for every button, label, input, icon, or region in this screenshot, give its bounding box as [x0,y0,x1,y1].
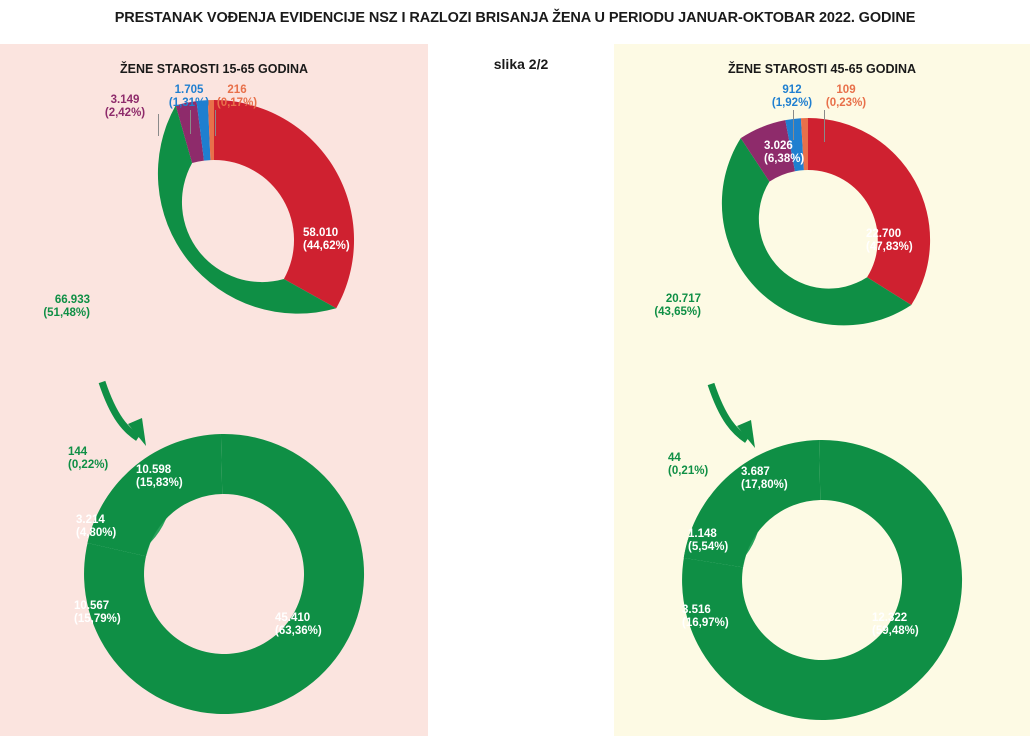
donut-right-bottom [676,434,968,726]
leader-line-left-blue [190,110,191,134]
label-right-top-red: 22.700 (47,83%) [866,228,913,253]
label-right-top-blue: 912 (1,92%) [771,84,813,109]
donut-left-bottom [78,428,370,720]
label-left-top-orange: 216 (0,17%) [216,84,258,109]
chart-right-bottom [676,434,968,726]
panel-left-title: ŽENE STAROSTI 15-65 GODINA [120,62,308,76]
leader-line-right-orange [824,110,825,142]
label-left-bottom-5: 144 (0,22%) [68,446,109,471]
label-right-top-green: 20.717 (43,65%) [654,293,701,318]
label-right-bottom-4: 3.516 (16,97%) [682,604,729,629]
leader-line-left-orange [215,110,216,136]
leader-line-left-purple [158,114,159,136]
leader-line-right-blue [793,110,794,140]
label-left-top-green: 66.933 (51,48%) [43,294,90,319]
label-right-bottom-2: 3.687 (17,80%) [741,466,788,491]
chart-left-bottom [78,428,370,720]
label-right-bottom-5: 44 (0,21%) [668,452,709,477]
label-right-bottom-3: 1.148 (5,54%) [688,528,729,553]
label-left-top-blue: 1.705 (1,31%) [168,84,210,109]
label-left-bottom-main: 45.410 (63,36%) [275,612,322,637]
slide-label: slika 2/2 [493,56,549,72]
label-right-top-purple: 3.026 (6,38%) [764,140,805,165]
label-left-top-red: 58.010 (44,62%) [303,227,350,252]
label-left-bottom-2: 10.598 (15,83%) [136,464,183,489]
label-left-bottom-3: 3.214 (4,80%) [76,514,117,539]
panel-right-title: ŽENE STAROSTI 45-65 GODINA [728,62,916,76]
label-left-bottom-4: 10.567 (15,79%) [74,600,121,625]
label-right-bottom-main: 12.322 (59,48%) [872,612,919,637]
slice-red [808,118,930,305]
label-left-top-purple: 3.149 (2,42%) [104,94,146,119]
label-right-top-orange: 109 (0,23%) [825,84,867,109]
page-title: PRESTANAK VOĐENJA EVIDENCIJE NSZ I RAZLOZI BRISANJA ŽENA U PERIODU JANUAR-OKTOBAR 2022. GODINE [114,10,916,26]
slice-red [214,100,354,308]
